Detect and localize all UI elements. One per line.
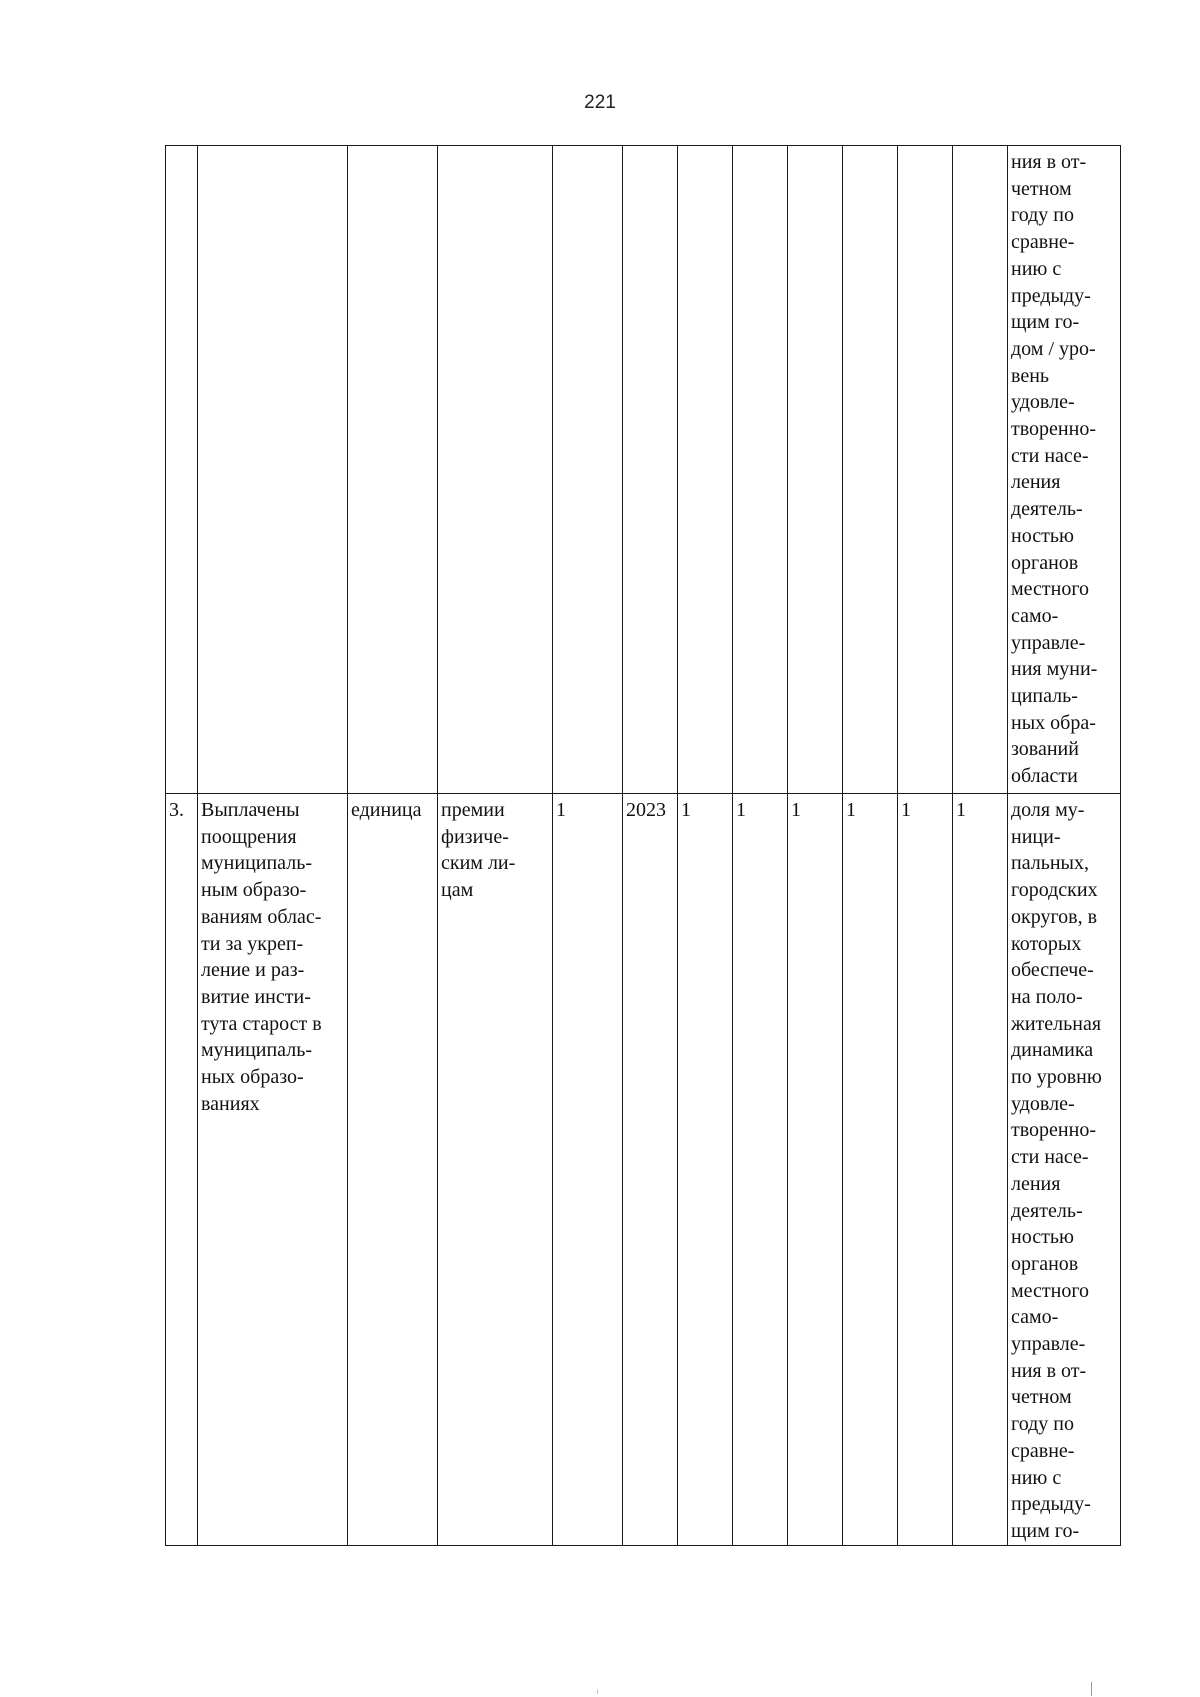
cell-number: 3.: [166, 794, 198, 1546]
cell-year-value: [898, 146, 953, 794]
scan-artifact: [1091, 1682, 1092, 1696]
cell-type: премии физиче- ским ли- цам: [438, 794, 553, 1546]
indicator-table: [165, 145, 1121, 1546]
page-number: 221: [584, 92, 616, 113]
cell-event: Выплачены поощрения муниципаль- ным образо- ваниям облас- ти за укреп- ление и раз- витие инсти- тута старост в муниципаль- ных образо- ваниях: [198, 794, 348, 1546]
cell-year-value: 1: [898, 794, 953, 1546]
cell-year-value: 1: [733, 794, 788, 1546]
cell-year-value: 1: [788, 794, 843, 1546]
cell-indicator-link: доля му- ници- пальных, городских округов, в которых обеспече- на поло- жительная динамика по уровню удовле- твореннo- сти насе- ления деятель- ностью органов местного само- управле- ния в от- четном году по сравне- нию с предыду- щим го-: [1008, 794, 1121, 1546]
cell-base-year: [623, 146, 678, 794]
cell-event: [198, 146, 348, 794]
table-row-continuation: [166, 146, 1121, 794]
cell-year-value: 1: [843, 794, 898, 1546]
cell-year-value: [843, 146, 898, 794]
cell-indicator-link: ния в от- четном году по сравне- нию с предыду- щим го- дом / уро- вень удовле- твореннo- сти насе- ления деятель- ностью органов местного само- управле- ния муни- ципаль- ных обра- зований области: [1008, 146, 1121, 794]
table-row-3: [166, 794, 1121, 1546]
cell-type: [438, 146, 553, 794]
cell-number: [166, 146, 198, 794]
cell-year-value: 1: [678, 794, 733, 1546]
cell-year-value: [953, 146, 1008, 794]
cell-base-value: 1: [553, 794, 623, 1546]
cell-year-value: [733, 146, 788, 794]
cell-year-value: [788, 146, 843, 794]
cell-base-year: 2023: [623, 794, 678, 1546]
cell-year-value: [678, 146, 733, 794]
cell-base-value: [553, 146, 623, 794]
scan-artifact: [597, 1689, 598, 1694]
cell-unit: [348, 146, 438, 794]
cell-unit: единица: [348, 794, 438, 1546]
cell-year-value: 1: [953, 794, 1008, 1546]
